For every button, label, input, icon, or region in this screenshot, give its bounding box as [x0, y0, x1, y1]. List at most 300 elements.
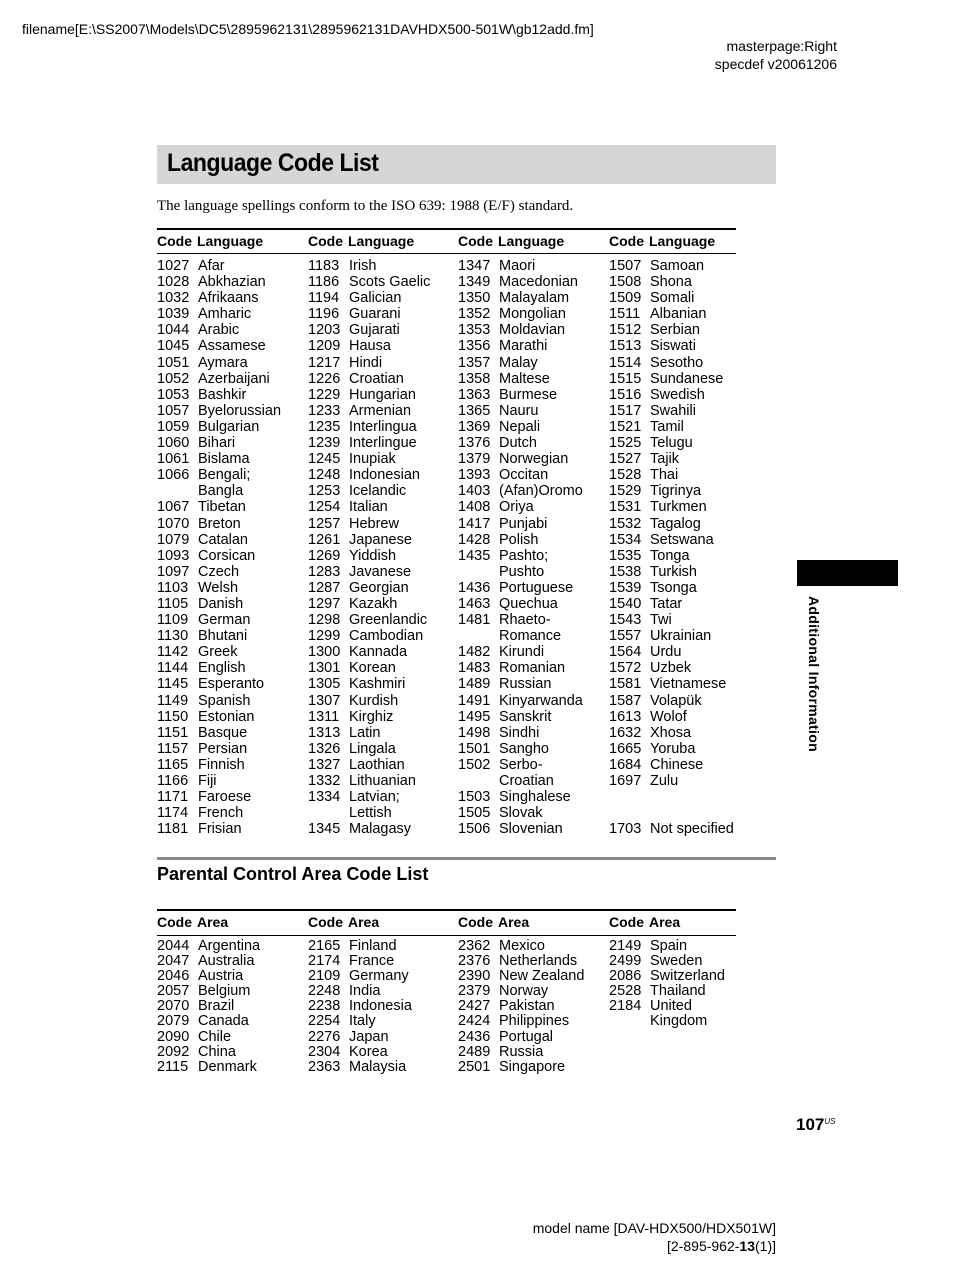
language-name: Icelandic: [349, 483, 407, 500]
header-filename: filename[E:\SS2007\Models\DC5\2895962131\2895962131DAVHDX500-501W\gb12add.fm]: [22, 21, 594, 37]
language-code: 1235: [308, 418, 341, 435]
area-name-header: Area: [498, 914, 530, 930]
language-row: [308, 628, 458, 644]
language-code: 1428: [458, 531, 491, 548]
area-name: Spain: [650, 938, 688, 954]
area-name: Malaysia: [349, 1058, 407, 1075]
area-name: Korea: [349, 1043, 388, 1060]
language-row: [157, 628, 307, 644]
area-code: 2390: [458, 968, 491, 985]
language-row: [609, 483, 759, 499]
language-row: [458, 451, 608, 467]
area-row: [157, 1030, 307, 1045]
language-code: [458, 773, 499, 789]
language-code: [458, 628, 499, 644]
language-row: [609, 805, 759, 821]
language-code: 1540: [609, 595, 642, 612]
language-row: [157, 499, 307, 515]
area-code: 2528: [609, 983, 642, 1000]
language-code: 1502: [458, 756, 491, 773]
area-code: 2238: [308, 998, 341, 1015]
area-code: 2070: [157, 998, 190, 1015]
language-code: 1697: [609, 773, 642, 789]
language-row: [157, 821, 307, 837]
language-row: [308, 676, 458, 692]
area-code: 2044: [157, 938, 190, 954]
language-name: Chinese: [650, 756, 704, 773]
language-row: [308, 789, 458, 805]
language-row: [157, 741, 307, 757]
language-code: 1481: [458, 612, 491, 629]
language-name: Faroese: [198, 789, 252, 806]
language-column: [458, 258, 608, 837]
language-code: 1166: [157, 773, 189, 789]
language-row: [609, 773, 759, 789]
area-name: New Zealand: [499, 968, 585, 985]
language-code: 1363: [458, 386, 491, 403]
language-code: 1103: [157, 579, 189, 596]
language-row: [308, 258, 458, 274]
language-name: Arabic: [198, 322, 240, 339]
language-row: [308, 451, 458, 467]
language-code: 1248: [308, 467, 341, 484]
area-row: [609, 999, 759, 1014]
language-name: Kannada: [349, 644, 408, 661]
language-code: 1527: [609, 451, 642, 468]
area-name: Japan: [349, 1028, 389, 1045]
language-name: Latvian;: [349, 789, 400, 806]
language-code: 1287: [308, 579, 341, 596]
language-row: [308, 516, 458, 532]
language-row: [157, 290, 307, 306]
language-row: [308, 821, 458, 837]
area-name: Norway: [499, 983, 549, 1000]
language-row: [458, 355, 608, 371]
language-name: Aymara: [198, 354, 248, 371]
area-row: [609, 954, 759, 969]
intro-text: The language spellings conform to the ISO 639: 1988 (E/F) standard.: [157, 198, 574, 214]
language-name: Bhutani: [198, 628, 248, 645]
language-name: Welsh: [198, 579, 239, 596]
area-name: Brazil: [198, 998, 235, 1015]
language-row: [308, 564, 458, 580]
language-code: 1300: [308, 644, 341, 661]
language-row: [308, 355, 458, 371]
footer-part-bold: 13: [739, 1238, 755, 1254]
language-row: [157, 322, 307, 338]
language-row: [609, 709, 759, 725]
language-name: Amharic: [198, 306, 252, 323]
language-code-header: Code: [157, 233, 192, 249]
language-code: 1233: [308, 402, 341, 419]
language-name: Italian: [349, 499, 388, 516]
language-row: [308, 306, 458, 322]
area-code: 2376: [458, 953, 491, 970]
language-row: [308, 467, 458, 483]
language-code: 1181: [157, 821, 189, 838]
language-name: Kurdish: [349, 692, 399, 709]
language-code: 1027: [157, 258, 190, 274]
language-name: Lettish: [349, 805, 392, 822]
area-name: Philippines: [499, 1013, 570, 1030]
language-row: [458, 644, 608, 660]
language-name: Bulgarian: [198, 418, 260, 435]
area-name-header: Area: [649, 914, 681, 930]
language-row: [458, 612, 608, 628]
area-row: [609, 984, 759, 999]
language-row: [609, 580, 759, 596]
language-column: [157, 258, 307, 837]
area-column-header: [157, 914, 228, 930]
language-code: 1057: [157, 402, 190, 419]
area-name: Switzerland: [650, 968, 725, 985]
language-name: Greenlandic: [349, 612, 428, 629]
language-name: Polish: [499, 531, 539, 548]
language-code: 1142: [157, 644, 189, 661]
language-row: [458, 628, 608, 644]
language-name: Afar: [198, 258, 225, 274]
language-row: [458, 693, 608, 709]
language-row: [609, 355, 759, 371]
language-name: Not specified: [650, 821, 734, 838]
area-table-header-rule: [157, 935, 736, 936]
language-code: 1313: [308, 724, 341, 741]
language-name-header: Language: [498, 233, 565, 249]
language-name: [650, 805, 759, 821]
language-code: 1613: [609, 708, 642, 725]
language-code: 1032: [157, 290, 190, 307]
language-row: [609, 274, 759, 290]
language-name: Georgian: [349, 579, 409, 596]
area-table-top-rule: [157, 909, 736, 911]
language-row: [308, 725, 458, 741]
area-name: Italy: [349, 1013, 376, 1030]
language-code: 1483: [458, 660, 491, 677]
language-row: [157, 757, 307, 773]
language-name-header: Language: [348, 233, 415, 249]
language-code: 1564: [609, 644, 642, 661]
language-row: [308, 644, 458, 660]
area-code: 2057: [157, 983, 190, 1000]
area-row: [157, 969, 307, 984]
language-code: 1498: [458, 724, 491, 741]
language-row: [458, 676, 608, 692]
language-row: [308, 483, 458, 499]
language-name: Latin: [349, 724, 381, 741]
language-code: 1130: [157, 628, 189, 645]
area-code: 2276: [308, 1028, 341, 1045]
language-column-header: [609, 233, 715, 249]
language-row: [609, 419, 759, 435]
area-name: Australia: [198, 953, 255, 970]
language-name: Basque: [198, 724, 248, 741]
language-row: [458, 564, 608, 580]
area-row: [458, 1060, 608, 1075]
area-column: [609, 939, 759, 1030]
language-row: [458, 660, 608, 676]
language-code: 1326: [308, 740, 341, 757]
language-row: [308, 290, 458, 306]
area-code-header: Code: [609, 914, 644, 930]
language-code: 1053: [157, 386, 190, 403]
area-code: 2501: [458, 1058, 491, 1075]
language-code: 1345: [308, 821, 341, 838]
language-code: 1196: [308, 306, 340, 323]
language-code: 1257: [308, 515, 341, 532]
area-name: Germany: [349, 968, 409, 985]
language-name: Persian: [198, 740, 248, 757]
language-code: 1194: [308, 290, 340, 307]
language-name: Croatian: [499, 773, 554, 789]
area-code: 2165: [308, 938, 341, 954]
language-code: 1506: [458, 821, 491, 838]
language-name: Punjabi: [499, 515, 548, 532]
language-name: Quechua: [499, 595, 558, 612]
language-code: [308, 805, 349, 821]
language-name: Galician: [349, 290, 402, 307]
language-row: [308, 580, 458, 596]
language-code: 1521: [609, 418, 642, 435]
language-row: [308, 805, 458, 821]
language-code: 1572: [609, 660, 642, 677]
language-name: Maori: [499, 258, 536, 274]
area-code: 2047: [157, 953, 190, 970]
language-name: English: [198, 660, 246, 677]
language-name: Tibetan: [198, 499, 246, 516]
language-row: [609, 322, 759, 338]
language-row: [458, 499, 608, 515]
language-row: [308, 419, 458, 435]
language-name: Urdu: [650, 644, 682, 661]
language-code: 1581: [609, 676, 642, 693]
language-code: 1061: [157, 451, 190, 468]
language-code: 1532: [609, 515, 642, 532]
footer: [533, 1219, 776, 1255]
area-row: [308, 939, 458, 954]
language-row: [157, 403, 307, 419]
language-name: Wolof: [650, 708, 687, 725]
language-code: 1347: [458, 258, 491, 274]
language-row: [308, 660, 458, 676]
language-row: [458, 757, 608, 773]
area-row: [157, 1014, 307, 1029]
language-row: [157, 789, 307, 805]
language-code: 1703: [609, 821, 642, 838]
language-name: Telugu: [650, 435, 693, 452]
language-name: Malagasy: [349, 821, 412, 838]
area-code: 2090: [157, 1028, 190, 1045]
language-row: [609, 660, 759, 676]
language-name: Byelorussian: [198, 402, 282, 419]
area-code: 2427: [458, 998, 491, 1015]
language-row: [308, 499, 458, 515]
area-row: [157, 984, 307, 999]
language-code: 1239: [308, 435, 341, 452]
title-banner: [157, 145, 776, 184]
language-name: Slovak: [499, 805, 543, 822]
language-name: Breton: [198, 515, 241, 532]
language-row: [458, 725, 608, 741]
language-name: [650, 789, 759, 805]
language-name: Siswati: [650, 338, 696, 355]
language-code: 1352: [458, 306, 491, 323]
language-row: [609, 516, 759, 532]
area-code: [609, 1014, 650, 1029]
language-code: [609, 805, 650, 821]
area-name: Portugal: [499, 1028, 554, 1045]
language-name: French: [198, 805, 244, 822]
language-row: [157, 805, 307, 821]
language-row: [609, 628, 759, 644]
language-row: [458, 290, 608, 306]
language-row: [609, 499, 759, 515]
language-code: 1028: [157, 274, 190, 291]
language-name: Armenian: [349, 402, 412, 419]
language-code-header: Code: [609, 233, 644, 249]
parental-section-title: Parental Control Area Code List: [157, 864, 429, 884]
language-row: [609, 258, 759, 274]
language-row: [157, 258, 307, 274]
language-row: [458, 387, 608, 403]
language-row: [609, 612, 759, 628]
area-column: [157, 939, 307, 1075]
language-name: Interlingue: [349, 435, 417, 452]
area-row: [308, 1060, 458, 1075]
language-name: Lithuanian: [349, 773, 416, 789]
language-code: 1186: [308, 274, 340, 291]
page-number-suffix: US: [824, 1117, 836, 1126]
language-name-header: Language: [197, 233, 264, 249]
language-name: Korean: [349, 660, 396, 677]
language-row: [157, 435, 307, 451]
language-row: [157, 274, 307, 290]
language-code: 1531: [609, 499, 642, 516]
language-code: 1332: [308, 773, 341, 789]
language-row: [609, 741, 759, 757]
language-name: Romance: [499, 628, 562, 645]
language-name: Tatar: [650, 595, 683, 612]
language-name: Sesotho: [650, 354, 704, 371]
language-row: [609, 548, 759, 564]
language-name: Hausa: [349, 338, 391, 355]
language-code: 1171: [157, 789, 189, 806]
language-name: Catalan: [198, 531, 248, 548]
language-code: 1311: [308, 708, 340, 725]
language-code: 1463: [458, 595, 491, 612]
page-number: [796, 1115, 836, 1135]
language-code: 1261: [308, 531, 341, 548]
area-code: 2248: [308, 983, 341, 1000]
language-column: [609, 258, 759, 837]
language-row: [609, 435, 759, 451]
language-name: Scots Gaelic: [349, 274, 431, 291]
area-column: [458, 939, 608, 1075]
language-code: 1183: [308, 258, 340, 274]
language-code: 1059: [157, 418, 190, 435]
language-code: 1587: [609, 692, 642, 709]
language-row: [157, 709, 307, 725]
area-row: [458, 939, 608, 954]
language-code: 1353: [458, 322, 491, 339]
language-code: 1436: [458, 579, 491, 596]
language-row: [458, 419, 608, 435]
language-code: 1516: [609, 386, 642, 403]
language-row: [157, 676, 307, 692]
area-row: [458, 984, 608, 999]
language-row: [157, 467, 307, 483]
area-row: [157, 954, 307, 969]
language-row: [157, 371, 307, 387]
language-code: 1557: [609, 628, 642, 645]
language-code: [458, 564, 499, 580]
language-name: Macedonian: [499, 274, 578, 291]
language-name: Lingala: [349, 740, 396, 757]
area-row: [308, 969, 458, 984]
language-name: Kazakh: [349, 595, 398, 612]
area-row: [157, 999, 307, 1014]
language-code: 1298: [308, 612, 341, 629]
area-row: [308, 1014, 458, 1029]
language-code: 1253: [308, 483, 341, 500]
area-code-header: Code: [308, 914, 343, 930]
language-name: Tsonga: [650, 579, 697, 596]
language-name: Marathi: [499, 338, 548, 355]
language-code: 1070: [157, 515, 190, 532]
language-code: 1044: [157, 322, 190, 339]
area-column-header: [458, 914, 529, 930]
language-code: 1525: [609, 435, 642, 452]
language-code: 1489: [458, 676, 491, 693]
language-row: [458, 322, 608, 338]
area-code: 2363: [308, 1058, 341, 1075]
language-code: 1209: [308, 338, 341, 355]
language-name: Yiddish: [349, 547, 397, 564]
language-name: Croatian: [349, 370, 404, 387]
language-column-header: [458, 233, 564, 249]
language-name: Albanian: [650, 306, 707, 323]
language-name: Gujarati: [349, 322, 400, 339]
language-row: [458, 821, 608, 837]
language-code: [609, 789, 650, 805]
language-row: [609, 676, 759, 692]
language-row: [609, 403, 759, 419]
area-row: [609, 969, 759, 984]
language-code: 1045: [157, 338, 190, 355]
language-row: [157, 564, 307, 580]
language-row: [308, 371, 458, 387]
area-row: [458, 969, 608, 984]
language-name: Zulu: [650, 773, 679, 789]
language-code: 1491: [458, 692, 491, 709]
language-row: [609, 290, 759, 306]
language-code: 1283: [308, 563, 341, 580]
area-name: Argentina: [198, 938, 261, 954]
language-code: 1632: [609, 724, 642, 741]
language-row: [157, 580, 307, 596]
language-name: Sundanese: [650, 370, 724, 387]
area-code: 2115: [157, 1058, 189, 1075]
area-name: Austria: [198, 968, 244, 985]
language-row: [458, 709, 608, 725]
language-column-header: [157, 233, 263, 249]
language-row: [157, 516, 307, 532]
language-row: [609, 532, 759, 548]
language-row: [157, 451, 307, 467]
language-name: Danish: [198, 595, 244, 612]
language-name: Czech: [198, 563, 240, 580]
language-name: Bihari: [198, 435, 236, 452]
language-code: 1482: [458, 644, 491, 661]
